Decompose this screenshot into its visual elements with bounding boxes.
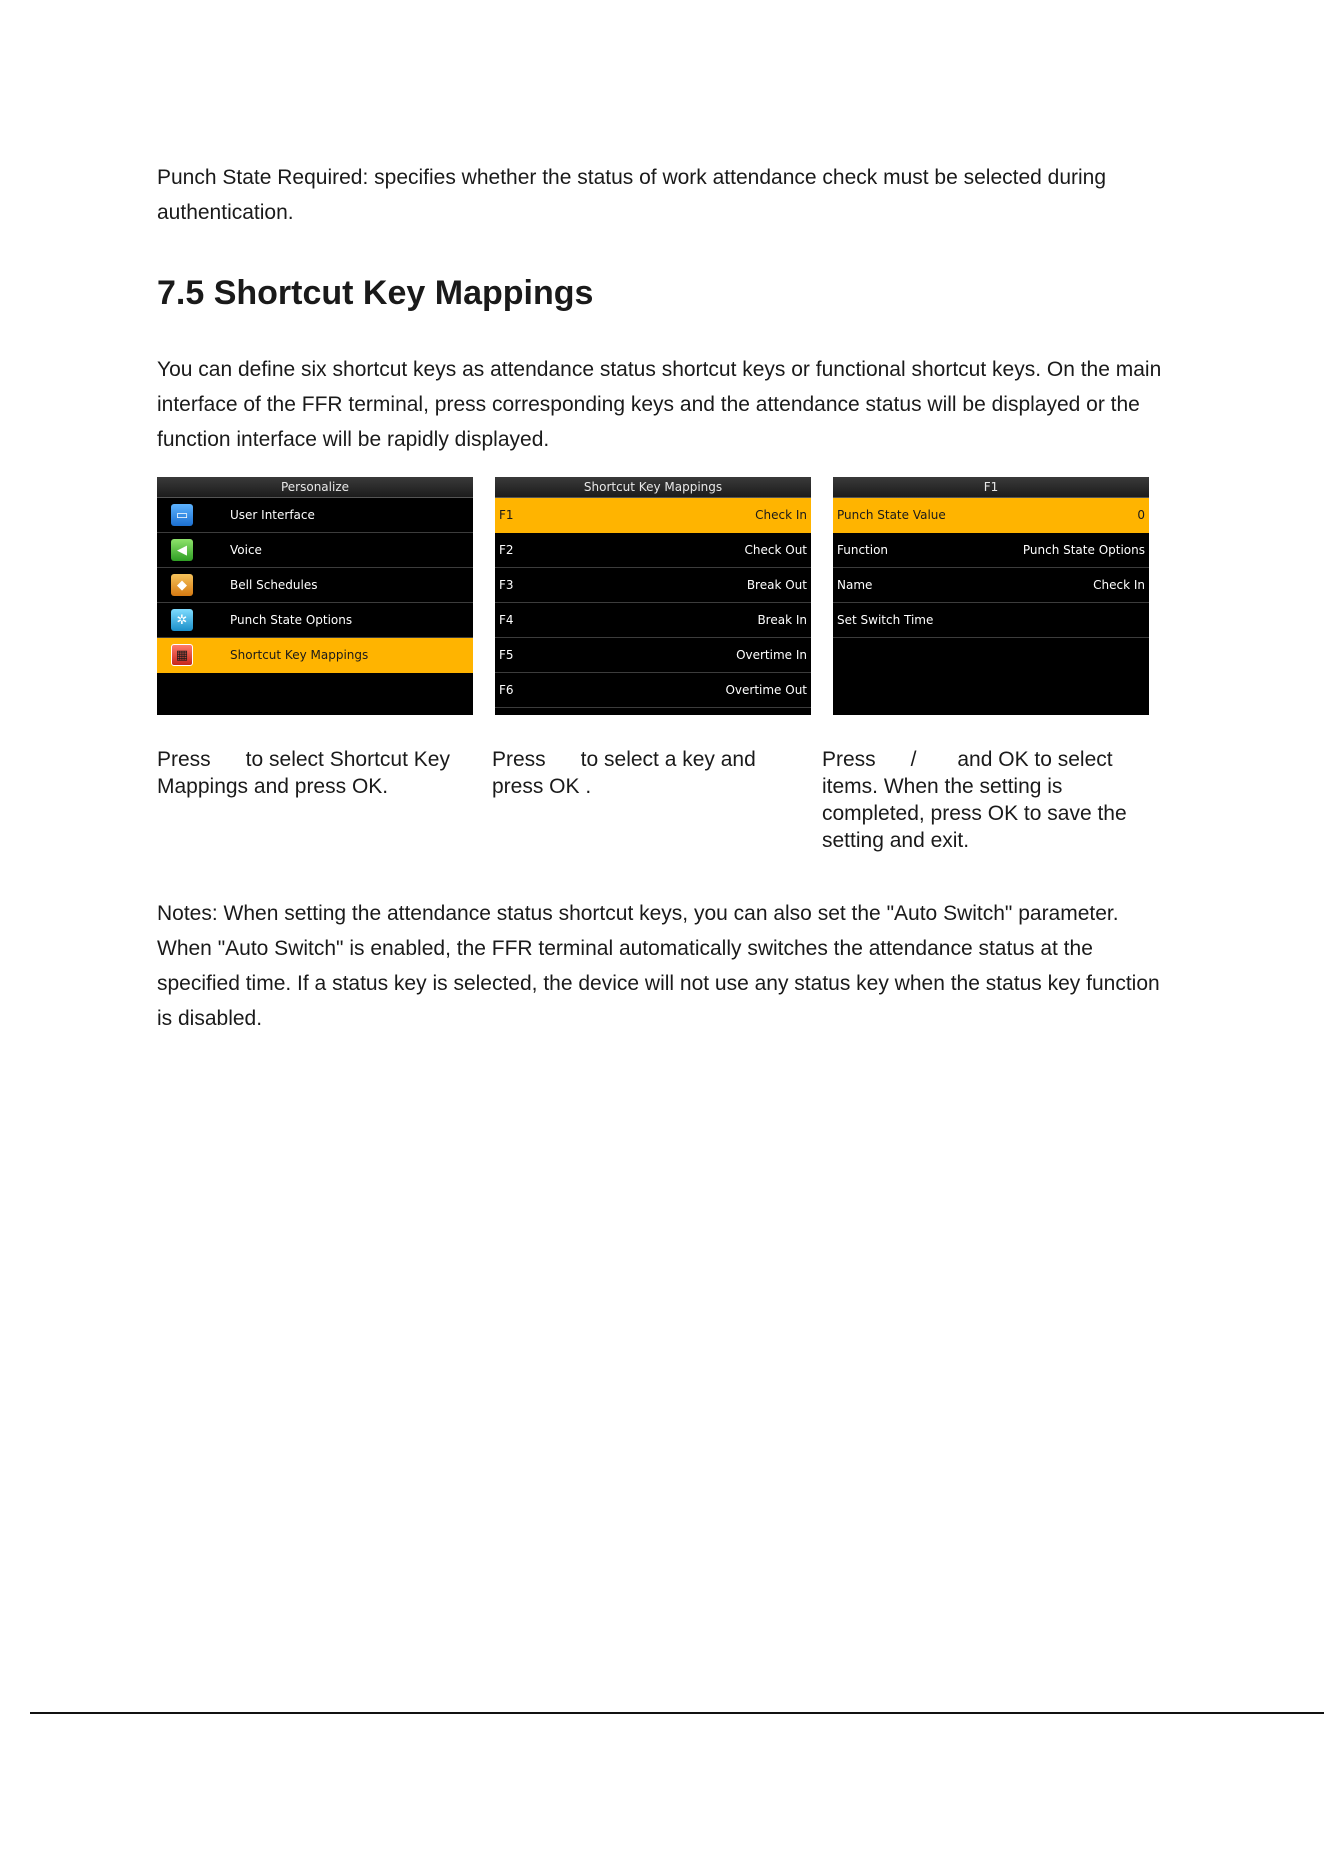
- setting-label: Function: [837, 543, 889, 557]
- shortcut-key: F6: [499, 683, 514, 697]
- screen-title: F1: [833, 477, 1149, 498]
- setting-row-name[interactable]: [833, 568, 1149, 603]
- shortcut-value: Check Out: [744, 543, 807, 557]
- menu-item-label: Bell Schedules: [230, 578, 318, 592]
- monitor-icon: ▭: [171, 504, 193, 526]
- setting-value: Punch State Options: [1022, 543, 1145, 557]
- menu-item-label: Voice: [230, 543, 262, 557]
- keyboard-icon: ▦: [171, 644, 193, 666]
- shortcut-key: F3: [499, 578, 514, 592]
- intro-paragraph: Punch State Required: specifies whether the status of work attendance check must be selected during authentication.: [157, 166, 1107, 224]
- shortcut-row-f5[interactable]: [495, 638, 811, 673]
- shortcut-value: Break Out: [746, 578, 807, 592]
- shortcut-row-f1[interactable]: [495, 498, 811, 533]
- shortcut-row-f6[interactable]: [495, 673, 811, 708]
- caption-step-3: Press / and OK to select items. When the setting is completed, press OK to save the setting and exit.: [822, 748, 1133, 852]
- menu-item-punch-state-options[interactable]: [157, 603, 473, 638]
- setting-label: Set Switch Time: [837, 613, 934, 627]
- menu-item-voice[interactable]: [157, 533, 473, 568]
- setting-row-punch-state-value[interactable]: [833, 498, 1149, 533]
- gear-icon: ✲: [171, 609, 193, 631]
- shortcut-key: F2: [499, 543, 514, 557]
- description-paragraph: You can define six shortcut keys as attendance status shortcut keys or functional shortcut keys. On the main interface of the FFR terminal, press corresponding keys and the attendance status will be displayed or the function interface will be rapidly displayed.: [157, 358, 1162, 451]
- setting-value: Check In: [1093, 578, 1145, 592]
- shortcut-key: F4: [499, 613, 514, 627]
- shortcut-key: F1: [499, 508, 514, 522]
- shortcut-key-mappings-screen: [495, 477, 811, 715]
- setting-label: Punch State Value: [837, 508, 946, 522]
- bell-icon: ◆: [171, 574, 193, 596]
- menu-item-bell-schedules[interactable]: [157, 568, 473, 603]
- speaker-icon: ◀: [171, 539, 193, 561]
- shortcut-value: Break In: [757, 613, 807, 627]
- shortcut-row-f4[interactable]: [495, 603, 811, 638]
- f1-detail-screen: [833, 477, 1149, 715]
- menu-item-shortcut-key-mappings[interactable]: [157, 638, 473, 673]
- caption-step-1: Press to select Shortcut Key Mappings and press OK.: [157, 748, 456, 798]
- shortcut-value: Overtime Out: [725, 683, 807, 697]
- menu-item-label: Punch State Options: [230, 613, 353, 627]
- notes-paragraph: Notes: When setting the attendance status shortcut keys, you can also set the "Auto Switch" parameter. When "Auto Switch" is enabled, the FFR terminal automatically switches the attendance status at the specified time. If a status key is selected, the device will not use any status key when the status key function is disabled.: [157, 902, 1160, 1030]
- personalize-screen: [157, 477, 473, 715]
- footer-divider: [30, 1712, 1324, 1714]
- setting-row-function[interactable]: [833, 533, 1149, 568]
- shortcut-value: Check In: [755, 508, 807, 522]
- section-heading: 7.5 Shortcut Key Mappings: [157, 274, 594, 312]
- screen-title: Shortcut Key Mappings: [495, 477, 811, 498]
- setting-value: 0: [1137, 508, 1145, 522]
- caption-step-2: Press to select a key and press OK .: [492, 748, 762, 798]
- menu-item-user-interface[interactable]: [157, 498, 473, 533]
- shortcut-key: F5: [499, 648, 514, 662]
- menu-item-label: User Interface: [230, 508, 315, 522]
- screen-title: Personalize: [157, 477, 473, 498]
- shortcut-value: Overtime In: [736, 648, 807, 662]
- shortcut-row-f3[interactable]: [495, 568, 811, 603]
- setting-label: Name: [837, 578, 873, 592]
- shortcut-row-f2[interactable]: [495, 533, 811, 568]
- setting-row-set-switch-time[interactable]: [833, 603, 1149, 638]
- menu-item-label: Shortcut Key Mappings: [230, 648, 369, 662]
